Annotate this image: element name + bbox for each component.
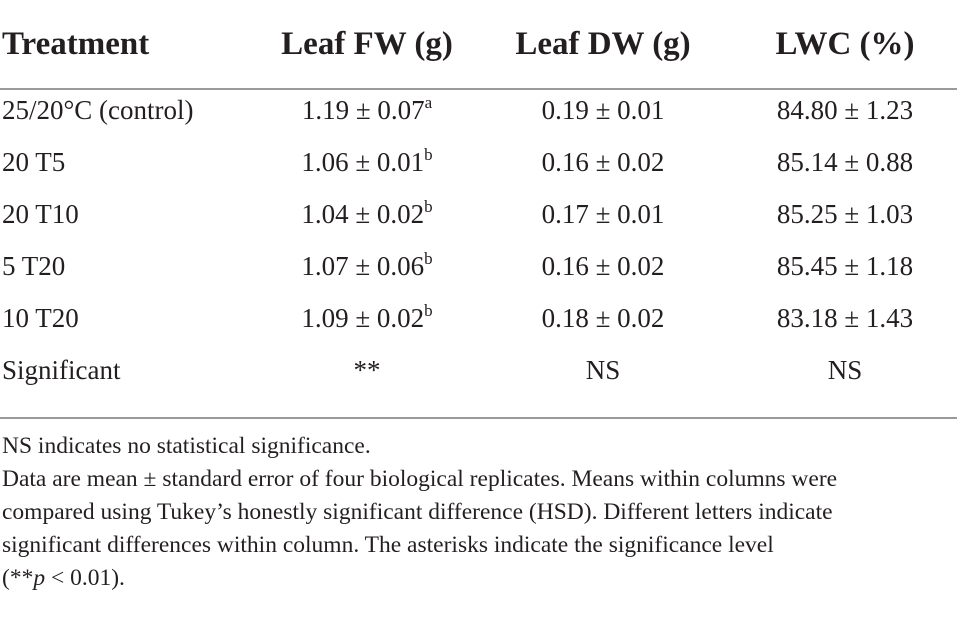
fw-value: 1.09 ± 0.02 — [301, 303, 425, 333]
table-row — [0, 240, 957, 292]
fw-value: 1.04 ± 0.02 — [301, 199, 425, 229]
cell-lwc-value: 85.25 ± 1.03 — [776, 199, 914, 229]
header-leaf-fw-text: Leaf FW (g) — [281, 26, 453, 62]
fw-letter: b — [424, 197, 433, 216]
cell-leaf-dw-value: 0.16 ± 0.02 — [541, 147, 665, 177]
cell-leaf-fw-value — [301, 188, 432, 240]
header-leaf-dw-text: Leaf DW (g) — [515, 26, 691, 62]
cell-treatment: Significant — [2, 355, 121, 385]
fw-letter: b — [424, 249, 433, 268]
cell-treatment: 20 T5 — [2, 147, 66, 177]
cell-lwc-value: 85.45 ± 1.18 — [776, 251, 914, 281]
cell-leaf-fw-value — [302, 84, 432, 136]
cell-leaf-fw-value — [301, 136, 432, 188]
cell-leaf-dw-value: 0.17 ± 0.01 — [541, 199, 665, 229]
table-header-row — [0, 0, 957, 90]
cell-lwc-value: 83.18 ± 1.43 — [776, 303, 914, 333]
cell-treatment: 10 T20 — [2, 303, 79, 333]
fw-value: 1.19 ± 0.07 — [301, 95, 425, 125]
footnote-line: Data are mean ± standard error of four biological replicates. Means within columns were — [2, 466, 838, 492]
footnote-suffix: < 0.01). — [45, 565, 125, 591]
cell-leaf-fw-value — [301, 292, 432, 344]
cell-leaf-dw-value: 0.19 ± 0.01 — [541, 95, 665, 125]
table-row — [0, 188, 957, 240]
cell-lwc-value: NS — [827, 355, 863, 385]
fw-value: 1.06 ± 0.01 — [301, 147, 425, 177]
fw-letter: a — [424, 93, 433, 112]
table-row — [0, 292, 957, 344]
table-row — [0, 344, 957, 396]
footnote-p-italic: p — [33, 565, 46, 591]
cell-leaf-dw-value: 0.18 ± 0.02 — [541, 303, 665, 333]
cell-treatment: 25/20°C (control) — [2, 95, 194, 125]
table-bottom-rule — [0, 417, 957, 419]
cell-lwc-value: 84.80 ± 1.23 — [776, 95, 914, 125]
footnote-line: NS indicates no statistical significance. — [2, 433, 371, 459]
footnote-line: compared using Tukey’s honestly significant difference (HSD). Different letters indicate — [2, 499, 833, 525]
cell-treatment: 5 T20 — [2, 251, 66, 281]
fw-value: ** — [353, 355, 381, 385]
cell-leaf-fw-value — [301, 240, 432, 292]
cell-lwc-value: 85.14 ± 0.88 — [776, 147, 914, 177]
cell-leaf-fw-value — [354, 344, 381, 396]
table-footnotes — [2, 430, 955, 595]
header-treatment: Treatment — [2, 26, 150, 62]
cell-leaf-dw-value: NS — [585, 355, 621, 385]
footnote-line: significant differences within column. The asterisks indicate the significance level — [2, 532, 774, 558]
table-row — [0, 136, 957, 188]
fw-value: 1.07 ± 0.06 — [301, 251, 425, 281]
cell-treatment: 20 T10 — [2, 199, 79, 229]
fw-letter: b — [424, 301, 433, 320]
fw-letter: b — [424, 145, 433, 164]
cell-leaf-dw-value: 0.16 ± 0.02 — [541, 251, 665, 281]
footnote-line — [2, 562, 955, 595]
header-lwc-text: LWC (%) — [775, 26, 915, 62]
table-row — [0, 84, 957, 136]
footnote-prefix: (** — [2, 565, 34, 591]
